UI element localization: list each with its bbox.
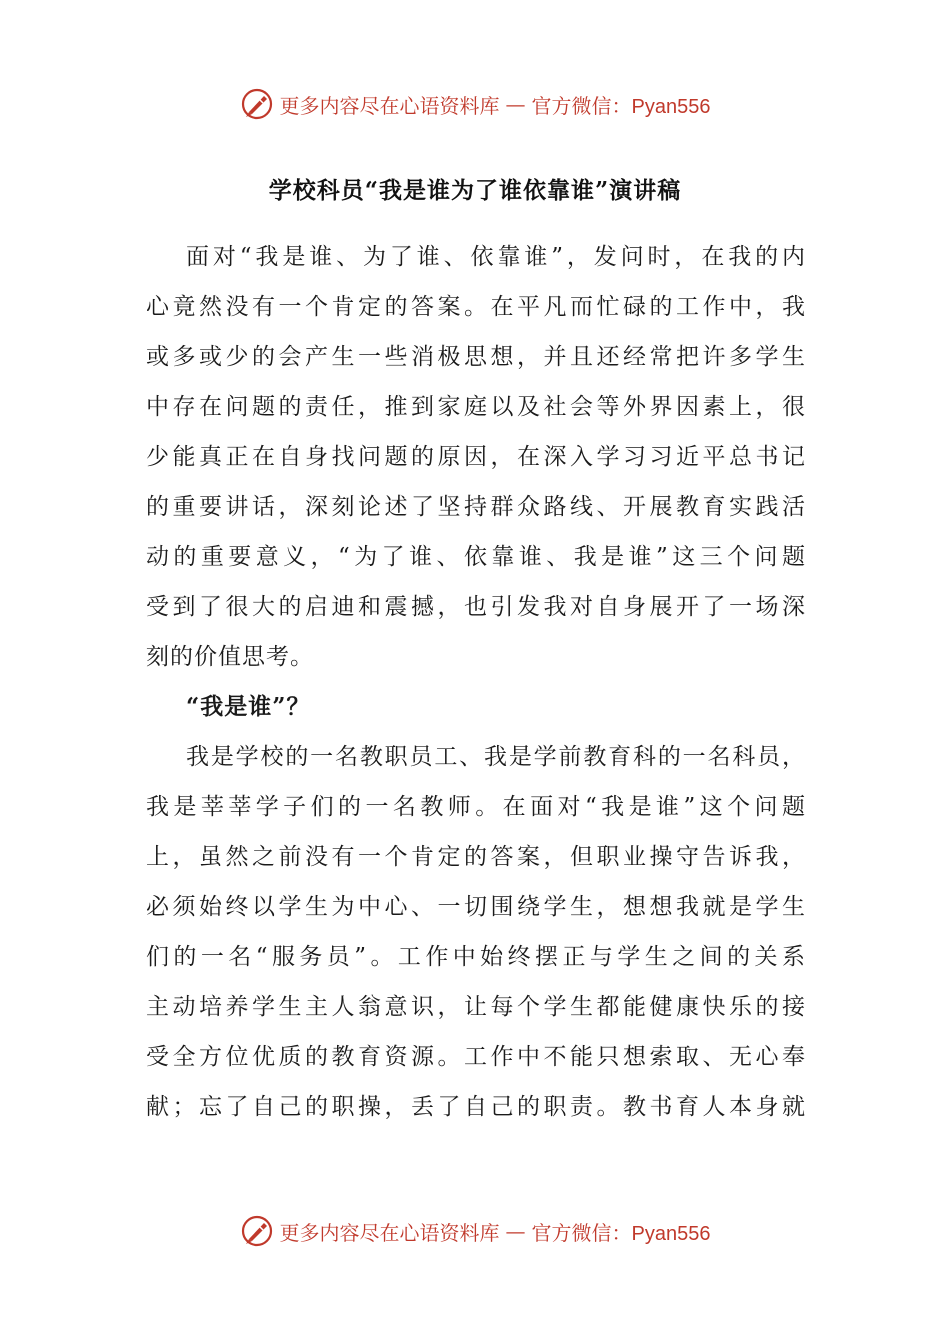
banner-site-text: 更多内容尽在心语资料库	[279, 93, 500, 118]
paragraph-1-line: 动的重要意义，“为了谁、依靠谁、我是谁”这三个问题	[146, 544, 806, 570]
paragraph-2-line: 上，虽然之前没有一个肯定的答案，但职业操守告诉我，	[146, 844, 806, 870]
document-body	[146, 232, 806, 1132]
paragraph-1-line: 面对“我是谁、为了谁、依靠谁”，发问时，在我的内	[186, 244, 806, 270]
footer-banner	[0, 1211, 950, 1251]
paragraph-1-line: 的重要讲话，深刻论述了坚持群众路线、开展教育实践活	[146, 494, 806, 520]
paragraph-1-line: 刻的价值思考。	[146, 644, 314, 670]
paragraph-2-line: 我是学校的一名教职员工、我是学前教育科的一名科员，	[186, 744, 806, 770]
paragraph-1-line: 少能真正在自身找问题的原因，在深入学习习近平总书记	[146, 444, 806, 470]
paragraph-2-line: 我是莘莘学子们的一名教师。在面对“我是谁”这个问题	[146, 794, 806, 820]
paragraph-2-line: 受全方位优质的教育资源。工作中不能只想索取、无心奉	[146, 1044, 806, 1070]
paragraph-1-line: 受到了很大的启迪和震撼，也引发我对自身展开了一场深	[146, 594, 806, 620]
paragraph-2-line: 必须始终以学生为中心、一切围绕学生，想想我就是学生	[146, 894, 806, 920]
paragraph-2-line: 主动培养学生主人翁意识，让每个学生都能健康快乐的接	[146, 994, 806, 1020]
banner-separator: —	[505, 1219, 526, 1243]
paragraph-2-line: 献；忘了自己的职操，丢了自己的职责。教书育人本身就	[146, 1094, 806, 1120]
quill-pen-logo-icon	[240, 1214, 274, 1248]
paragraph-2-line: 们的一名“服务员”。工作中始终摆正与学生之间的关系	[146, 944, 806, 970]
paragraph-1-line: 心竟然没有一个肯定的答案。在平凡而忙碌的工作中，我	[146, 294, 806, 320]
banner-site-text: 更多内容尽在心语资料库	[279, 1220, 500, 1245]
section-heading: “我是谁”？	[186, 693, 311, 720]
quill-pen-logo-icon	[240, 87, 274, 121]
document-title: 学校科员“我是谁为了谁依靠谁”演讲稿	[268, 177, 682, 204]
paragraph-1-line: 中存在问题的责任，推到家庭以及社会等外界因素上，很	[146, 394, 806, 420]
paragraph-1-line: 或多或少的会产生一些消极思想，并且还经常把许多学生	[146, 344, 806, 370]
header-banner	[0, 84, 950, 124]
banner-separator: —	[505, 92, 526, 116]
banner-contact-text: 官方微信：Pyan556	[531, 95, 711, 118]
banner-contact-text: 官方微信：Pyan556	[531, 1222, 711, 1245]
